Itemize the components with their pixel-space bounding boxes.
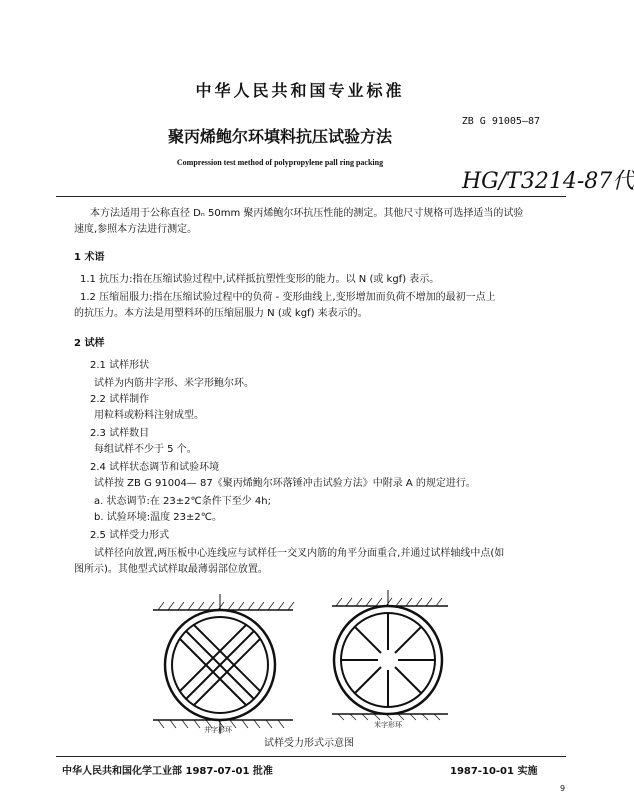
approval-line: 中华人民共和国化学工业部 1987-07-01 批准 <box>62 766 273 777</box>
document-title: 聚丙烯鲍尔环填料抗压试验方法 <box>167 127 392 146</box>
standard-number: ZB G 91005—87 <box>461 116 540 127</box>
term-1-2-line-1: 1.2 压缩屈服力:指在压缩试验过程中的负荷 - 变形曲线上,变形增加而负荷不增加的最初一点上 <box>80 292 496 303</box>
section-2-heading: 2 试样 <box>74 338 105 349</box>
handwritten-code: HG/T3214-87代 <box>462 169 634 194</box>
intro-line-2: 速度,参照本方法进行测定。 <box>74 224 198 235</box>
standard-category: 中华人民共和国专业标准 <box>195 81 405 100</box>
subsection-2-5-line-2: 图所示)。其他型式试样取最薄弱部位放置。 <box>74 564 268 575</box>
subsection-2-5-line-1: 试样径向放置,两压板中心连线应与试样任一交叉内筋的角平分面重合,并通过试样轴线中点(如 <box>94 548 505 559</box>
subsection-2-3-text: 每组试样不少于 5 个。 <box>94 444 197 455</box>
subsection-2-1-text: 试样为内筋井字形、米字形鲍尔环。 <box>94 378 254 389</box>
section-1-heading: 1 术语 <box>74 252 105 263</box>
subsection-2-4-item-a: a. 状态调节:在 23±2℃条件下至少 4h; <box>94 496 271 507</box>
cross-rib-ring-label: 井字形环 <box>204 726 232 734</box>
header-rule <box>56 196 566 197</box>
term-1-1: 1.1 抗压力:指在压缩试验过程中,试样抵抗塑性变形的能力。以 N (或 kgf) 表示。 <box>80 274 440 285</box>
subsection-2-3-title: 2.3 试样数目 <box>90 428 150 439</box>
subsection-2-4-item-b: b. 试验环境:温度 23±2℃。 <box>94 512 222 523</box>
subsection-2-4-text: 试样按 ZB G 91004— 87《聚丙烯鲍尔环落锤冲击试验方法》中附录 A 的规定进行。 <box>94 478 476 489</box>
star-rib-ring-label: 米字形环 <box>374 721 402 729</box>
star-rib-ring-diagram <box>330 590 450 720</box>
intro-line-1: 本方法适用于公称直径 Dₙ 50mm 聚丙烯鲍尔环抗压性能的测定。其他尺寸规格可选择适当的试验 <box>90 208 524 219</box>
term-1-2-line-2: 的抗压力。本方法是用塑料环的压缩屈服力 N (或 kgf) 来表示的。 <box>74 308 368 319</box>
subsection-2-4-title: 2.4 试样状态调节和试验环境 <box>90 462 220 473</box>
subsection-2-1-title: 2.1 试样形状 <box>90 360 150 371</box>
effective-date: 1987-10-01 实施 <box>450 766 538 777</box>
english-title: Compression test method of polypropylene pall ring packing <box>176 158 384 167</box>
figure-caption: 试样受力形式示意图 <box>264 738 354 749</box>
footer-rule <box>56 756 566 757</box>
subsection-2-5-title: 2.5 试样受力形式 <box>90 530 170 541</box>
subsection-2-2-title: 2.2 试样制作 <box>90 394 150 405</box>
subsection-2-2-text: 用粒料或粉料注射成型。 <box>94 410 204 421</box>
cross-rib-ring-diagram <box>148 594 298 742</box>
page-number: 9 <box>560 784 566 793</box>
